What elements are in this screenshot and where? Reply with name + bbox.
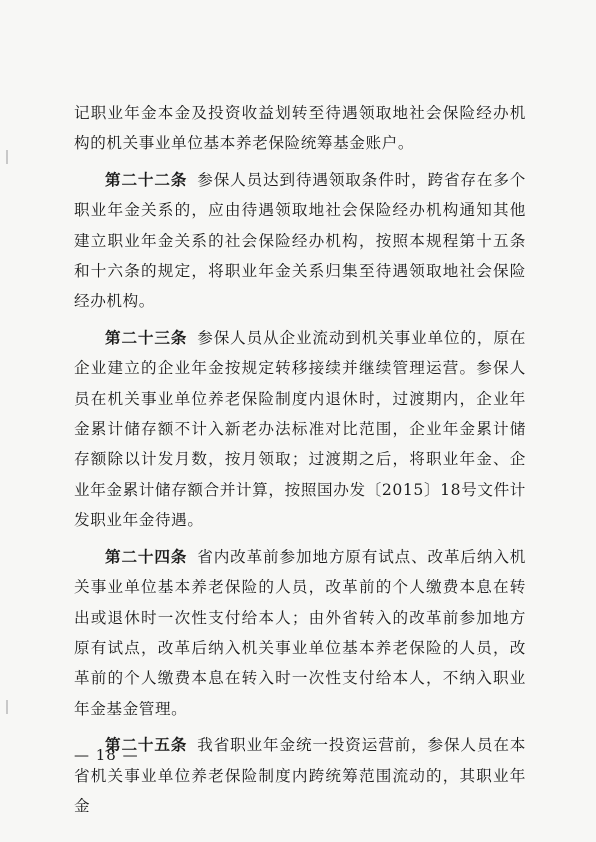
paragraph-continuation	[74, 98, 526, 159]
paragraph-text: 参保人员达到待遇领取条件时，跨省存在多个职业年金关系的，应由待遇领取地社会保险经办机构通知其他建立职业年金关系的社会保险经办机构，按照本规程第十五条和十六条的规定，将职业年金关系归集至待遇领取地社会保险经办机构。	[74, 170, 526, 311]
paragraph-text: 省内改革前参加地方原有试点、改革后纳入机关事业单位基本养老保险的人员，改革前的个人缴费本息在转出或退休时一次性支付给本人；由外省转入的改革前参加地方原有试点，改革后纳入机关事业单位基本养老保险的人员，改革前的个人缴费本息在转入时一次性支付给本人，不纳入职业年金基金管理。	[74, 547, 526, 718]
article-number: 第二十四条	[105, 546, 188, 566]
article-number: 第二十三条	[105, 327, 188, 347]
paragraph-text: 记职业年金本金及投资收益划转至待遇领取地社会保险经办机构的机关事业单位基本养老保险统筹基金账户。	[74, 104, 526, 153]
article-25	[74, 730, 526, 821]
page-number: — 18 —	[74, 746, 139, 764]
document-body	[74, 98, 526, 827]
paragraph-text: 我省职业年金统一投资运营前，参保人员在本省机关事业单位养老保险制度内跨统筹范围流动的，其职业年金	[74, 736, 526, 815]
article-22	[74, 165, 526, 317]
article-number: 第二十二条	[105, 169, 188, 189]
article-number: 第二十五条	[105, 735, 188, 755]
scan-margin-mark	[6, 700, 8, 714]
article-23	[74, 323, 526, 536]
article-24	[74, 542, 526, 724]
paragraph-text: 参保人员从企业流动到机关事业单位的，原在企业建立的企业年金按规定转移接续并继续管理运营。参保人员在机关事业单位养老保险制度内退休时，过渡期内，企业年金累计储存额不计入新老办法标准对比范围，企业年金累计储存额除以计发月数，按月领取；过渡期之后，将职业年金、企业年金累计储存额合并计算，按照国办发〔2015〕18号文件计发职业年金待遇。	[74, 328, 526, 530]
scan-margin-mark	[6, 150, 8, 164]
